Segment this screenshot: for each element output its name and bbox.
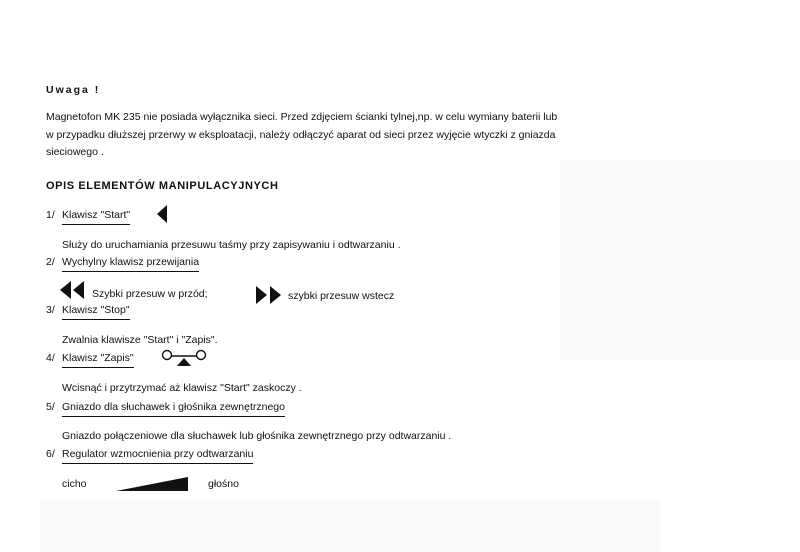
volume-high-label: głośno bbox=[208, 478, 239, 490]
item-number: 3/ bbox=[46, 304, 55, 316]
item-number: 5/ bbox=[46, 401, 55, 413]
item-label-record: Klawisz "Zapis" bbox=[62, 352, 134, 368]
section-heading: OPIS ELEMENTÓW MANIPULACYJNYCH bbox=[46, 180, 279, 192]
bleed-through-shadow bbox=[40, 500, 660, 552]
item-number: 6/ bbox=[46, 448, 55, 460]
warning-line: Magnetofon MK 235 nie posiada wyłącznika sieci. Przed zdjęciem ścianki tylnej,np. w celu wymiany baterii lub bbox=[46, 111, 558, 123]
volume-wedge-icon bbox=[116, 477, 188, 491]
bleed-through-shadow bbox=[560, 160, 800, 360]
item-label-start: Klawisz "Start" bbox=[62, 209, 130, 225]
item-label-volume-regulator: Regulator wzmocnienia przy odtwarzaniu bbox=[62, 448, 253, 464]
item-description: Służy do uruchamiania przesuwu taśmy przy zapisywaniu i odtwarzaniu . bbox=[62, 239, 401, 251]
warning-line: sieciowego . bbox=[46, 146, 104, 158]
item-label-stop: Klawisz "Stop" bbox=[62, 304, 130, 320]
item-label-headphone-socket: Gniazdo dla słuchawek i głośnika zewnętrznego bbox=[62, 401, 285, 417]
item-number: 2/ bbox=[46, 256, 55, 268]
play-triangle-icon bbox=[157, 205, 167, 223]
item-description: Gniazdo połączeniowe dla słuchawek lub głośnika zewnętrznego przy odtwarzaniu . bbox=[62, 430, 452, 442]
fast-forward-icon bbox=[60, 281, 84, 299]
warning-line: w przypadku dłuższej przerwy w eksploatacji, należy odłączyć aparat od sieci przez wyjęcie wtyczki z gniazda bbox=[46, 129, 556, 141]
fast-rewind-label: szybki przesuw wstecz bbox=[288, 290, 395, 302]
fast-rewind-icon bbox=[256, 286, 282, 304]
item-description: Zwalnia klawisze "Start" i "Zapis". bbox=[62, 334, 218, 346]
item-number: 4/ bbox=[46, 352, 55, 364]
fast-forward-label: Szybki przesuw w przód; bbox=[92, 288, 208, 300]
warning-title: Uwaga ! bbox=[46, 84, 101, 96]
item-number: 1/ bbox=[46, 209, 55, 221]
volume-low-label: cicho bbox=[62, 478, 87, 490]
record-key-icon bbox=[160, 347, 208, 369]
item-description: Wcisnąć i przytrzymać aż klawisz "Start" zaskoczy . bbox=[62, 382, 302, 394]
item-label-rewind-switch: Wychylny klawisz przewijania bbox=[62, 256, 199, 272]
